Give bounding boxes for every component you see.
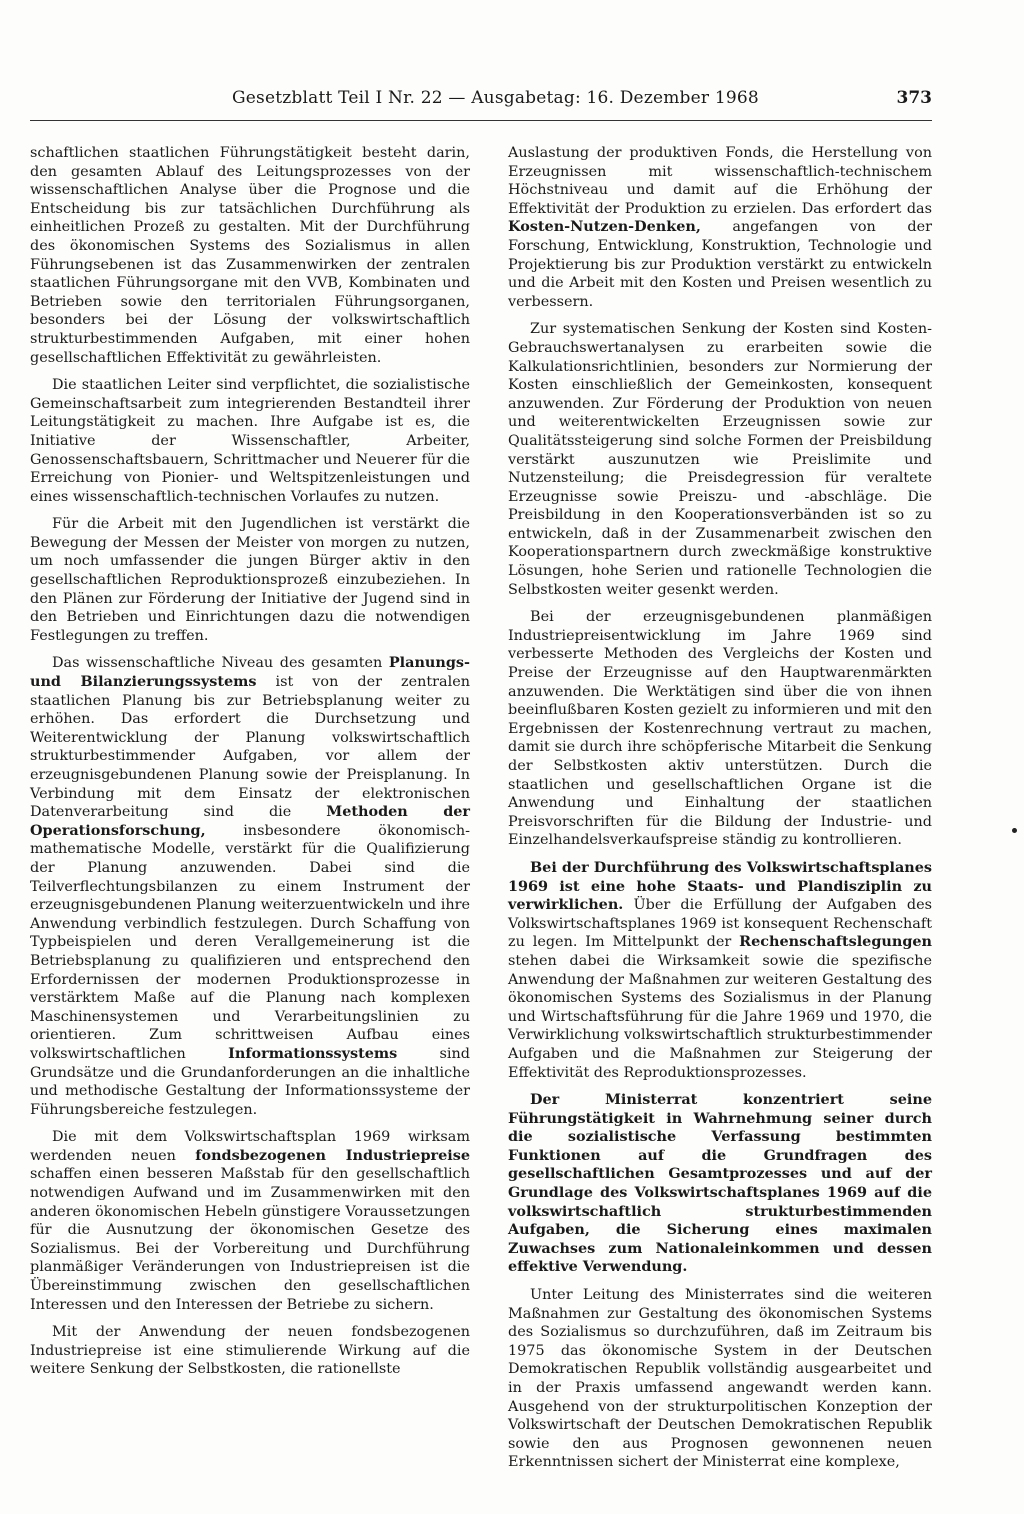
- paragraph: Mit der Anwendung der neuen fondsbezogenen Industriepreise ist eine stimulierende Wirkung auf die weitere Senkung der Selbstkosten, die rationellste: [30, 1324, 470, 1378]
- text-span: Die mit dem Volkswirtschaftsplan 1969 wirksam werdenden neuen: [30, 1129, 470, 1164]
- text-span: angefangen von der Forschung, Entwicklung, Konstruktion, Technologie und Projektierung bis zur Produktion verstärkt zu entwickeln und die Arbeit mit den Kosten und Preisen wesentlich zu verbessern.: [508, 219, 932, 310]
- bold-term: fondsbezogenen Industriepreise: [195, 1146, 470, 1164]
- header-title: Gesetzblatt Teil I Nr. 22 — Ausgabetag: 16. Dezember 1968: [232, 88, 759, 108]
- paragraph: [30, 1128, 470, 1314]
- page-number: 373: [896, 88, 932, 108]
- paragraph: Für die Arbeit mit den Jugendlichen ist verstärkt die Bewegung der Messen der Meister von morgen zu nutzen, um noch umfassender die jungen Bürger aktiv in den gesellschaftlichen Reproduktionsprozeß einzubeziehen. In den Plänen zur Förderung der Initiative der Jugend sind in den Betrieben und Einrichtungen dazu die notwendigen Festlegungen zu treffen.: [30, 516, 470, 644]
- text-span: Auslastung der produktiven Fonds, die Herstellung von Erzeugnissen mit wissenschaftlich-technischem Höchstniveau und damit auf die Erhöhung der Effektivität der Produktion zu erzielen. Das erfordert das: [508, 145, 932, 217]
- header-rule: [30, 120, 932, 121]
- bold-term: Rechenschaftslegungen: [739, 933, 932, 951]
- bold-term: Planungs- und Bilanzierungssystems: [30, 654, 470, 691]
- bold-term: Bei der Durchführung des Volkswirtschaftsplanes 1969 ist eine hohe Staats- und Plandisziplin zu verwirklichen.: [508, 858, 932, 914]
- paragraph: Die staatlichen Leiter sind verpflichtet, die sozialistische Gemeinschaftsarbeit zum integrierenden Bestandteil ihrer Leitungstätigkeit zu machen. Ihre Aufgabe ist es, die Initiative der Wissenschaftler, Arbeiter, Genossenschaftsbauern, Schrittmacher und Neuerer für die Erreichung von Pionier- und Weltspitzenleistungen und eines wissenschaftlich-technischen Vorlaufes zu nutzen.: [30, 377, 470, 505]
- text-span: ist von der zentralen staatlichen Planung bis zur Betriebsplanung weiter zu erhöhen. Das erfordert die Durchsetzung und Weiterentwicklung der Planung volkswirtschaftlich strukturbestimmender Aufgaben, vor allem der erzeugnisgebundenen Planung sowie der Preisplanung. In Verbindung mit dem Einsatz der elektronischen Datenverarbeitung sind die: [30, 674, 471, 821]
- paragraph: schaftlichen staatlichen Führungstätigkeit besteht darin, den gesamten Ablauf des Leitungsprozesses von der wissenschaftlichen Analyse über die Prognose und die Entscheidung bis zur tatsächlichen Durchführung als einheitlichen Prozeß zu gestalten. Mit der Durchführung des ökonomischen Systems des Sozialismus in allen Führungsebenen ist das Zusammenwirken der zentralen staatlichen Führungsorgane mit den VVB, Kombinaten und Betrieben sowie den territorialen Führungsorganen, besonders bei der Lösung der volkswirtschaftlich strukturbestimmenden Aufgaben, mit einer hohen gesellschaftlichen Effektivität zu gewährleisten.: [30, 145, 470, 366]
- page-header: [30, 88, 932, 114]
- print-speck: [1012, 828, 1017, 833]
- paragraph: Unter Leitung des Ministerrates sind die weiteren Maßnahmen zur Gestaltung des ökonomischen Systems des Sozialismus so durchzuführen, daß im Zeitraum bis 1975 das ökonomische System in der Deutschen Demokratischen Republik vollständig ausgearbeitet und in der Praxis umfassend angewandt werden kann. Ausgehend von der strukturpolitischen Konzeption der Volkswirtschaft der Deutschen Demokratischen Republik sowie den aus Prognosen gewonnenen neuen Erkenntnissen sichert der Ministerrat eine komplexe,: [508, 1287, 932, 1471]
- paragraph: Zur systematischen Senkung der Kosten sind Kosten-Gebrauchswertanalysen zu erarbeiten sowie die Kalkulationsrichtlinien, besonders zur Normierung der Kosten einschließlich der Gemeinkosten, konsequent anzuwenden. Zur Förderung der Produktion von neuen und weiterentwickelten Erzeugnissen sowie zur Qualitätssteigerung sind solche Formen der Preisbildung verstärkt auszunutzen wie Preislimite und Nutzensteilung; die Preisdegression für veraltete Erzeugnisse sowie Preiszu- und -abschläge. Die Preisbildung in den Kooperationsverbänden ist so zu entwickeln, daß in der Zusammenarbeit zwischen den Kooperationspartnern durch zweckmäßige konstruktive Lösungen, hohe Serien und rationelle Technologien die Selbstkosten weiter gesenkt werden.: [508, 321, 932, 598]
- paragraph: [508, 144, 932, 311]
- bold-term: Kosten-Nutzen-Denken,: [508, 218, 701, 236]
- bold-term: Informationssystems: [228, 1044, 398, 1062]
- paragraph: [508, 1091, 932, 1277]
- paragraph: [508, 859, 932, 1082]
- text-span: sind Grundsätze und die Grundanforderungen an die inhaltliche und methodische Gestaltung der Informationssysteme der Führungsbereiche festzulegen.: [30, 1045, 470, 1118]
- bold-term: Methoden der Operationsforschung,: [30, 803, 470, 839]
- text-span: insbesondere ökonomisch-mathematische Modelle, verstärkt für die Qualifizierung der Planung anzuwenden. Dabei sind die Teilverflechtungsbilanzen zu einem Instrument der erzeugnisgebundenen Planung weiterzuentwickeln und ihre Anwendung verbindlich festzulegen. Durch Schaffung von Typbeispielen und deren Verallgemeinerung ist die Betriebsplanung zu qualifizieren und entsprechend den Erfordernissen der modernen Produktionsprozesse in verstärktem Maße auf die Planung nach komplexen Maschinensystemen und Verarbeitungslinien zu orientieren. Zum schrittweisen Aufbau eines volkswirtschaftlichen: [30, 822, 470, 1062]
- text-span: stehen dabei die Wirksamkeit sowie die spezifische Anwendung der Maßnahmen zur weiteren Gestaltung des ökonomischen Systems des Sozialismus in der Planung und Wirtschaftsführung für die Jahre 1969 und 1970, die Verwirklichung volkswirtschaftlich strukturbestimmender Aufgaben und die Maßnahmen zur Steigerung der Effektivität des Reproduktionsprozesses.: [508, 952, 932, 1081]
- left-column: [30, 144, 470, 1388]
- bold-paragraph: Der Ministerrat konzentriert seine Führungstätigkeit in Wahrnehmung seiner durch die sozialistische Verfassung bestimmten Funktionen auf die Grundfragen des gesellschaftlichen Gesamtprozesses und auf der Grundlage des Volkswirtschaftsplanes 1969 auf die volkswirtschaftlich strukturbestimmenden Aufgaben, die Sicherung eines maximalen Zuwachses zum Nationaleinkommen und dessen effektive Verwendung.: [508, 1091, 932, 1276]
- paragraph: [30, 654, 470, 1119]
- text-span: schaffen einen besseren Maßstab für den gesellschaftlich notwendigen Aufwand und im Zusammenwirken mit den anderen ökonomischen Hebeln günstigere Voraussetzungen für die Ausnutzung der ökonomischen Gesetze des Sozialismus. Bei der Vorbereitung und Durchführung planmäßiger Veränderungen von Industriepreisen ist die Übereinstimmung zwischen den gesellschaftlichen Interessen und den Interessen der Betriebe zu sichern.: [30, 1166, 470, 1313]
- right-column: [508, 144, 932, 1481]
- text-span: Das wissenschaftliche Niveau des gesamten: [52, 655, 389, 672]
- text-span: Über die Erfüllung der Aufgaben des Volkswirtschaftsplanes 1969 ist konsequent Rechenschaft zu legen. Im Mittelpunkt der: [508, 897, 932, 951]
- paragraph: Bei der erzeugnisgebundenen planmäßigen Industriepreisentwicklung im Jahre 1969 sind verbesserte Methoden des Vergleichs der Kosten und Preise der Erzeugnisse auf den Hauptwarenmärkten anzuwenden. Die Werktätigen sind über die von ihnen beeinflußbaren Kosten gezielt zu informieren und mit den Ergebnissen der Kostenrechnung vertraut zu machen, damit sie durch ihre schöpferische Mitarbeit die Senkung der Selbstkosten aktiv unterstützen. Durch die staatlichen und gesellschaftlichen Organe ist die Anwendung und Einhaltung der staatlichen Preisvorschriften für die Bildung der Industrie- und Einzelhandelsverkaufspreise ständig zu kontrollieren.: [508, 609, 932, 849]
